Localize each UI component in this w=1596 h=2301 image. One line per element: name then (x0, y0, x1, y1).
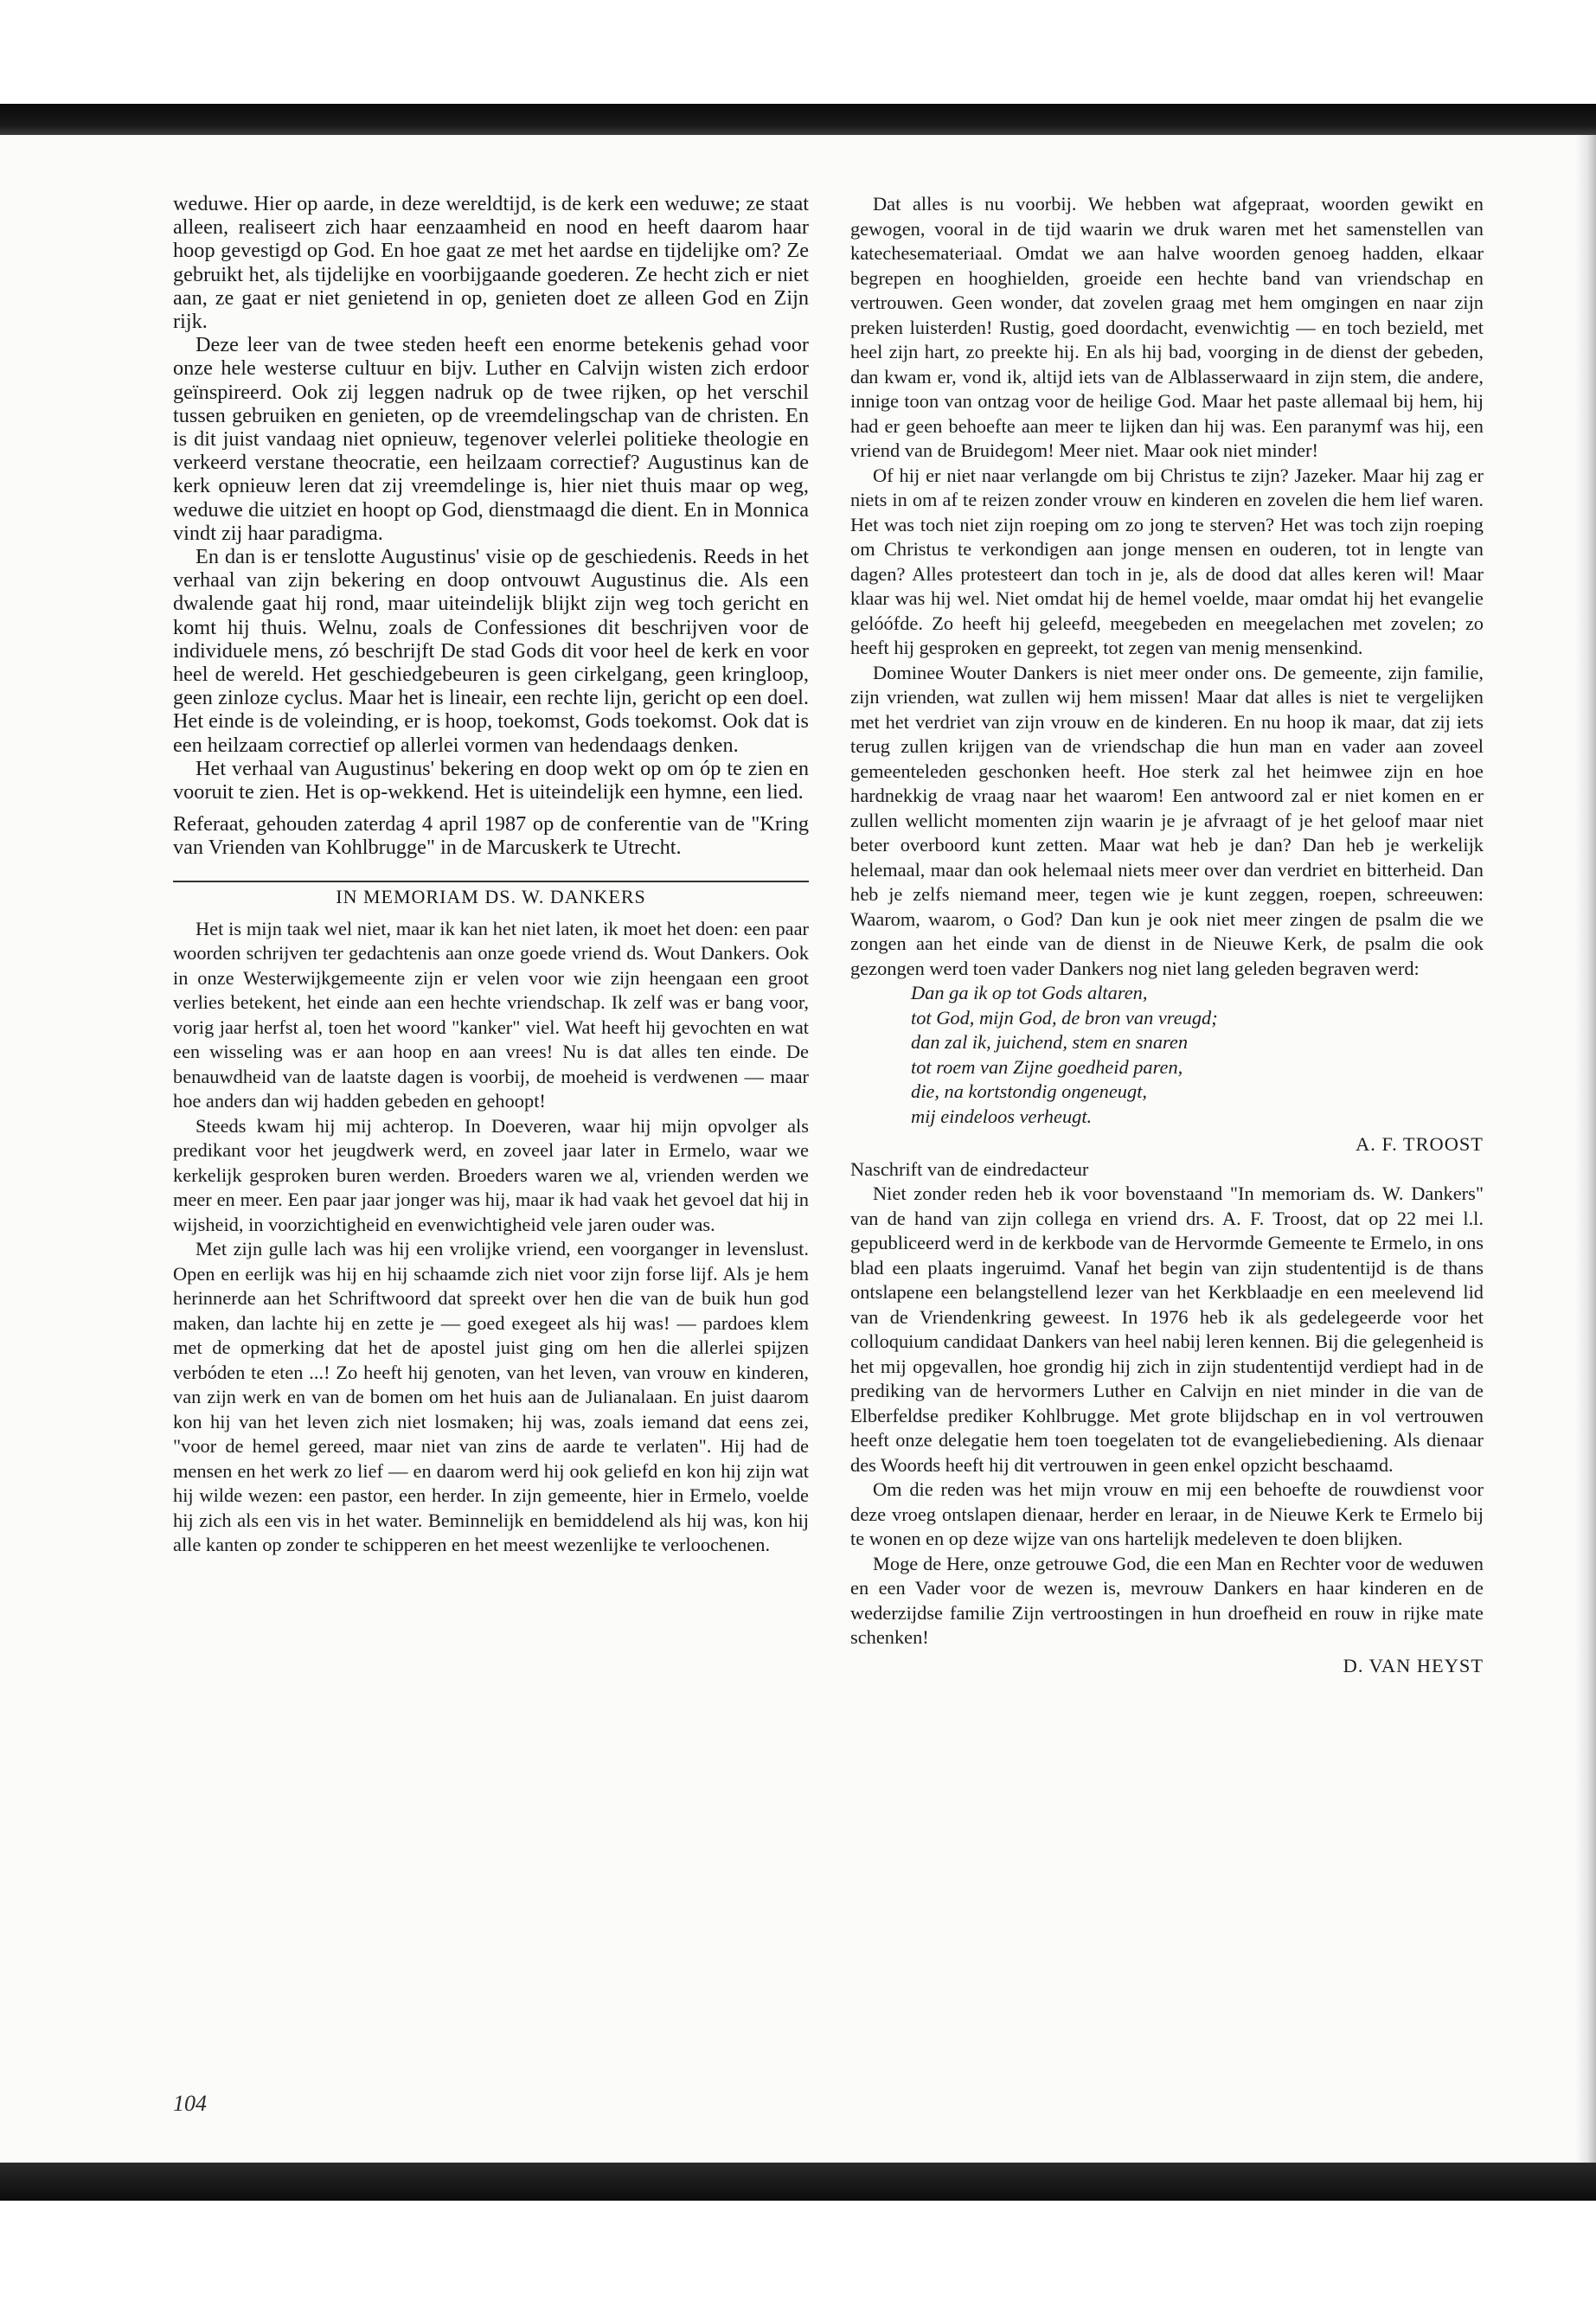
section-divider (173, 881, 809, 882)
poem-line: Dan ga ik op tot Gods altaren, (911, 982, 1148, 1003)
editor-signature: D. VAN HEYST (1343, 1654, 1484, 1676)
poem-line: mij eindeloos verheugt. (911, 1105, 1093, 1127)
memoriam-paragraph: Met zijn gulle lach was hij een vrolijke vriend, een voorganger in levenslust. Open en eerlijk was hij en hij schaamde zich niet voor zijn forse lijf. Als je hem herinnerde aan het Schriftwoord dat spreekt over hen die van de buik hun god maken, dan lachte hij en zette je — goed exegeet als hij was! — pardoes klem met de opmerking dat het de apostel juist ging om hen die allerlei spijzen verbóden te eten ...! Zo heeft hij genoten, van het leven, van vrouw en kinderen, van zijn werk en van de bomen om het huis aan de Julianalaan. En juist daarom kon hij van het leven zich niet losmaken; hij was, zoals iemand dat eens zei, "voor de hemel gereed, maar niet van zins de aarde te verlaten". Hij had de mensen en het werk zo lief — en daarom werd hij ook geliefd en kon hij zijn wat hij wilde wezen: een pastor, een herder. In zijn gemeente, hier in Ermelo, voelde hij zich als een vis in het water. Beminnelijk en bemiddelend als hij was, kon hij alle kanten op zonder te schipperen en het meest wezenlijke te verloochenen. (173, 1238, 809, 1556)
naschrift-paragraph: Niet zonder reden heb ik voor bovenstaand "In memoriam ds. W. Dankers" van de hand van zijn collega en vriend drs. A. F. Troost, dat op 22 mei l.l. gepubliceerd werd in de kerkbode van de Hervormde Gemeente te Ermelo, in ons blad een plaats ingeruimd. Vanaf het begin van zijn studententijd is de thans ontslapene een belangstellend lezer van het Kerkblaadje en een meelevend lid van de Vriendenkring geweest. In 1976 heb ik als gedelegeerde voor het colloquium candidaat Dankers van heel nabij leren kennen. Bij die gelegenheid is het mij opgevallen, hoe grondig hij zich in zijn studententijd verdiept had in de prediking van de hervormers Luther en Calvijn en niet minder in die van de Elberfeldse prediker Kohlbrugge. Met grote blijdschap en in vol vertrouwen heeft onze delegatie hem toen toegelaten tot de evangeliebediening. Als dienaar des Woords heeft hij dit vertrouwen in geen enkel opzicht beschaamd. (850, 1183, 1484, 1476)
psalm-verse (911, 981, 1484, 1129)
referaat-note: Referaat, gehouden zaterdag 4 april 1987 op de conferentie van de "Kring van Vrienden van Kohlbrugge" in de Marcuskerk te Utrecht. (173, 812, 809, 860)
body-paragraph: En dan is er tenslotte Augustinus' visie op de geschiedenis. Reeds in het verhaal van zijn bekering en doop ontvouwt Augustinus die. Als een dwalende gaat hij rond, maar uiteindelijk blijkt zijn weg toch gericht en komt hij thuis. Welnu, zoals de Confessiones dit beschrijven voor de individuele mens, zó beschrijft De stad Gods dit voor heel de kerk en voor heel de wereld. Het geschiedgebeuren is geen cirkelgang, geen kringloop, geen zinloze cyclus. Maar het is lineair, een rechte lijn, gericht op een doel. Het einde is de voleinding, er is hoop, toekomst, Gods toekomst. Ook dat is een heilzaam correctief op allerlei vormen van hedendaags denken. (173, 545, 809, 757)
scan-right-edge (1574, 135, 1596, 2163)
naschrift-paragraph: Om die reden was het mijn vrouw en mij een behoefte de rouwdienst voor deze vroeg ontslapen dienaar, herder en leraar, in de Nieuwe Kerk te Ermelo bij te wonen en op deze wijze van ons hartelijk medeleven te doen blijken. (850, 1478, 1484, 1549)
memoriam-paragraph: Dominee Wouter Dankers is niet meer onder ons. De gemeente, zijn familie, zijn vrienden, wat zullen wij hem missen! Maar dat alles is niet te vergelijken met het verdriet van zijn vrouw en de kinderen. En nu hoop ik maar, dat zij iets terug zullen krijgen van de vriendschap die hun man en vader aan zoveel gemeenteleden geschonken heeft. Hoe sterk zal het heimwee zijn en hoe hardnekkig de vraag naar het waarom! Een antwoord zal er niet komen en er zullen wellicht momenten zijn waarin je je afvraagt of je het geloof maar niet beter overboord kunt zetten. Maar wat heb je dan? Dan heb je werkelijk helemaal, maar dan ook helemaal niets meer over dan verdriet en bitterheid. Dan heb je zelfs niemand meer, tegen wie je kunt zeggen, roepen, schreeuwen: Waarom, waarom, o God? Dan kun je ook niet meer zingen de psalm die we zongen aan het einde van de dienst in de Nieuwe Kerk, de psalm die ook gezongen werd toen vader Dankers nog niet lang geleden begraven werd: (850, 661, 1484, 979)
body-paragraph: Het verhaal van Augustinus' bekering en doop wekt op om óp te zien en vooruit te zien. Het is op-wekkend. Het is uiteindelijk een hymne, een lied. (173, 756, 809, 804)
poem-line: tot God, mijn God, de bron van vreugd; (911, 1006, 1218, 1029)
scan-bottom-border (0, 2163, 1596, 2201)
naschrift-title: Naschrift van de eindredacteur (850, 1157, 1089, 1180)
memoriam-paragraph: Het is mijn taak wel niet, maar ik kan het niet laten, ik moet het doen: een paar woorden schrijven ter gedachtenis aan onze goede vriend ds. Wout Dankers. Ook in onze Westerwijkgemeente zijn er velen voor wie zijn heengaan een groot verlies betekent, het einde aan een hechte vriendschap. Ik zelf was er bang voor, vorig jaar herfst al, toen het woord "kanker" viel. Wat heeft hij gevochten en wat een wisseling was er aan hoop en aan vrees! Nu is dat alles ten einde. De benauwdheid van de laatste dagen is voorbij, de moeheid is verdwenen — maar hoe anders dan wij hadden gebeden en gehoopt! (173, 917, 809, 1112)
author-signature: A. F. TROOST (1356, 1133, 1484, 1155)
body-paragraph: weduwe. Hier op aarde, in deze wereldtijd, is de kerk een weduwe; ze staat alleen, realiseert zich haar eenzaamheid en nood en heeft daarom haar hoop gevestigd op God. En hoe gaat ze met het aardse en tijdelijke om? Ze gebruikt het, als tijdelijke en voorbijgaande goederen. Ze hecht zich er niet aan, ze gaat er niet genietend in op, genieten doet ze alleen God en Zijn rijk. (173, 192, 809, 334)
scan-top-border (0, 104, 1596, 135)
poem-line: dan zal ik, juichend, stem en snaren (911, 1031, 1189, 1053)
memoriam-heading: IN MEMORIAM DS. W. DANKERS (336, 885, 646, 907)
naschrift-paragraph: Moge de Here, onze getrouwe God, die een Man en Rechter voor de weduwen en een Vader voor de wezen is, mevrouw Dankers en haar kinderen en de wederzijdse familie Zijn vertroostingen in hun droefheid en rouw in rijke mate schenken! (850, 1552, 1484, 1648)
left-column (173, 192, 809, 1558)
poem-line: die, na kortstondig ongeneugt, (911, 1080, 1148, 1102)
body-paragraph: Deze leer van de twee steden heeft een enorme betekenis gehad voor onze hele westerse cultuur en bijv. Luther en Calvijn wisten zich erdoor geïnspireerd. Ook zij leggen nadruk op de twee rijken, op het verschil tussen gebruiken en genieten, op de vreemdelingschap van de christen. En is dit juist vandaag niet opnieuw, tegenover velerlei politieke theologie en verkeerd verstane theocratie, een heilzaam correctief? Augustinus kan de kerk opnieuw leren dat zij vreemdelinge is, hier niet thuis maar op weg, weduwe die uitziet en hoopt op God, dienstmaagd die dient. En in Monnica vindt zij haar paradigma. (173, 333, 809, 545)
memoriam-paragraph: Of hij er niet naar verlangde om bij Christus te zijn? Jazeker. Maar hij zag er niets in om af te reizen zonder vrouw en kinderen en zovelen die hem lief waren. Het was toch niet zijn roeping om zo jong te sterven? Het was toch zijn roeping om Christus te verkondigen aan jonge mensen en ouderen, tot in lengte van dagen? Alles protesteert dan toch in je, als de dood dat alles keren wil! Maar klaar was hij wel. Niet omdat hij de hemel voelde, maar omdat hij het evangelie gelóófde. Zo heeft hij geleefd, meegebeden en meegelachen met zovelen; zo heeft hij gesproken en gepreekt, tot zegen van menig mensenkind. (850, 464, 1484, 658)
page-number: 104 (173, 2091, 207, 2116)
right-column (850, 192, 1484, 1678)
poem-line: tot roem van Zijne goedheid paren, (911, 1055, 1183, 1078)
memoriam-paragraph: Steeds kwam hij mij achterop. In Doeveren, waar hij mijn opvolger als predikant voor het jeugdwerk werd, en zoveel jaar later in Ermelo, waar we kerkelijk gesproken buren werden. Broeders waren we al, vrienden werden we meer en meer. Een paar jaar jonger was hij, maar ik had vaak het gevoel dat hij in wijsheid, in voorzichtigheid en evenwichtigheid vele jaren ouder was. (173, 1114, 809, 1235)
memoriam-paragraph: Dat alles is nu voorbij. We hebben wat afgepraat, woorden gewikt en gewogen, vooral in de tijd waarin we druk waren met het samenstellen van katechesemateriaal. Omdat we aan halve woorden genoeg hadden, elkaar begrepen en hooghielden, groeide een hechte band van vriendschap en vertrouwen. Geen wonder, dat zovelen graag met hem omgingen en naar zijn preken luisterden! Rustig, goed doordacht, evenwichtig — en toch bezield, met heel zijn hart, zo preekte hij. En als hij bad, voorging in de dienst der gebeden, dan kwam er, vond ik, altijd iets van de Alblasserwaard in zijn stem, die andere, innige toon van ontzag voor de heilige God. Maar het paste allemaal bij hem, hij had er geen behoefte aan meer te lijken dan hij was. Een paranymf was hij, een vriend van de Bruidegom! Meer niet. Maar ook niet minder! (850, 193, 1484, 461)
